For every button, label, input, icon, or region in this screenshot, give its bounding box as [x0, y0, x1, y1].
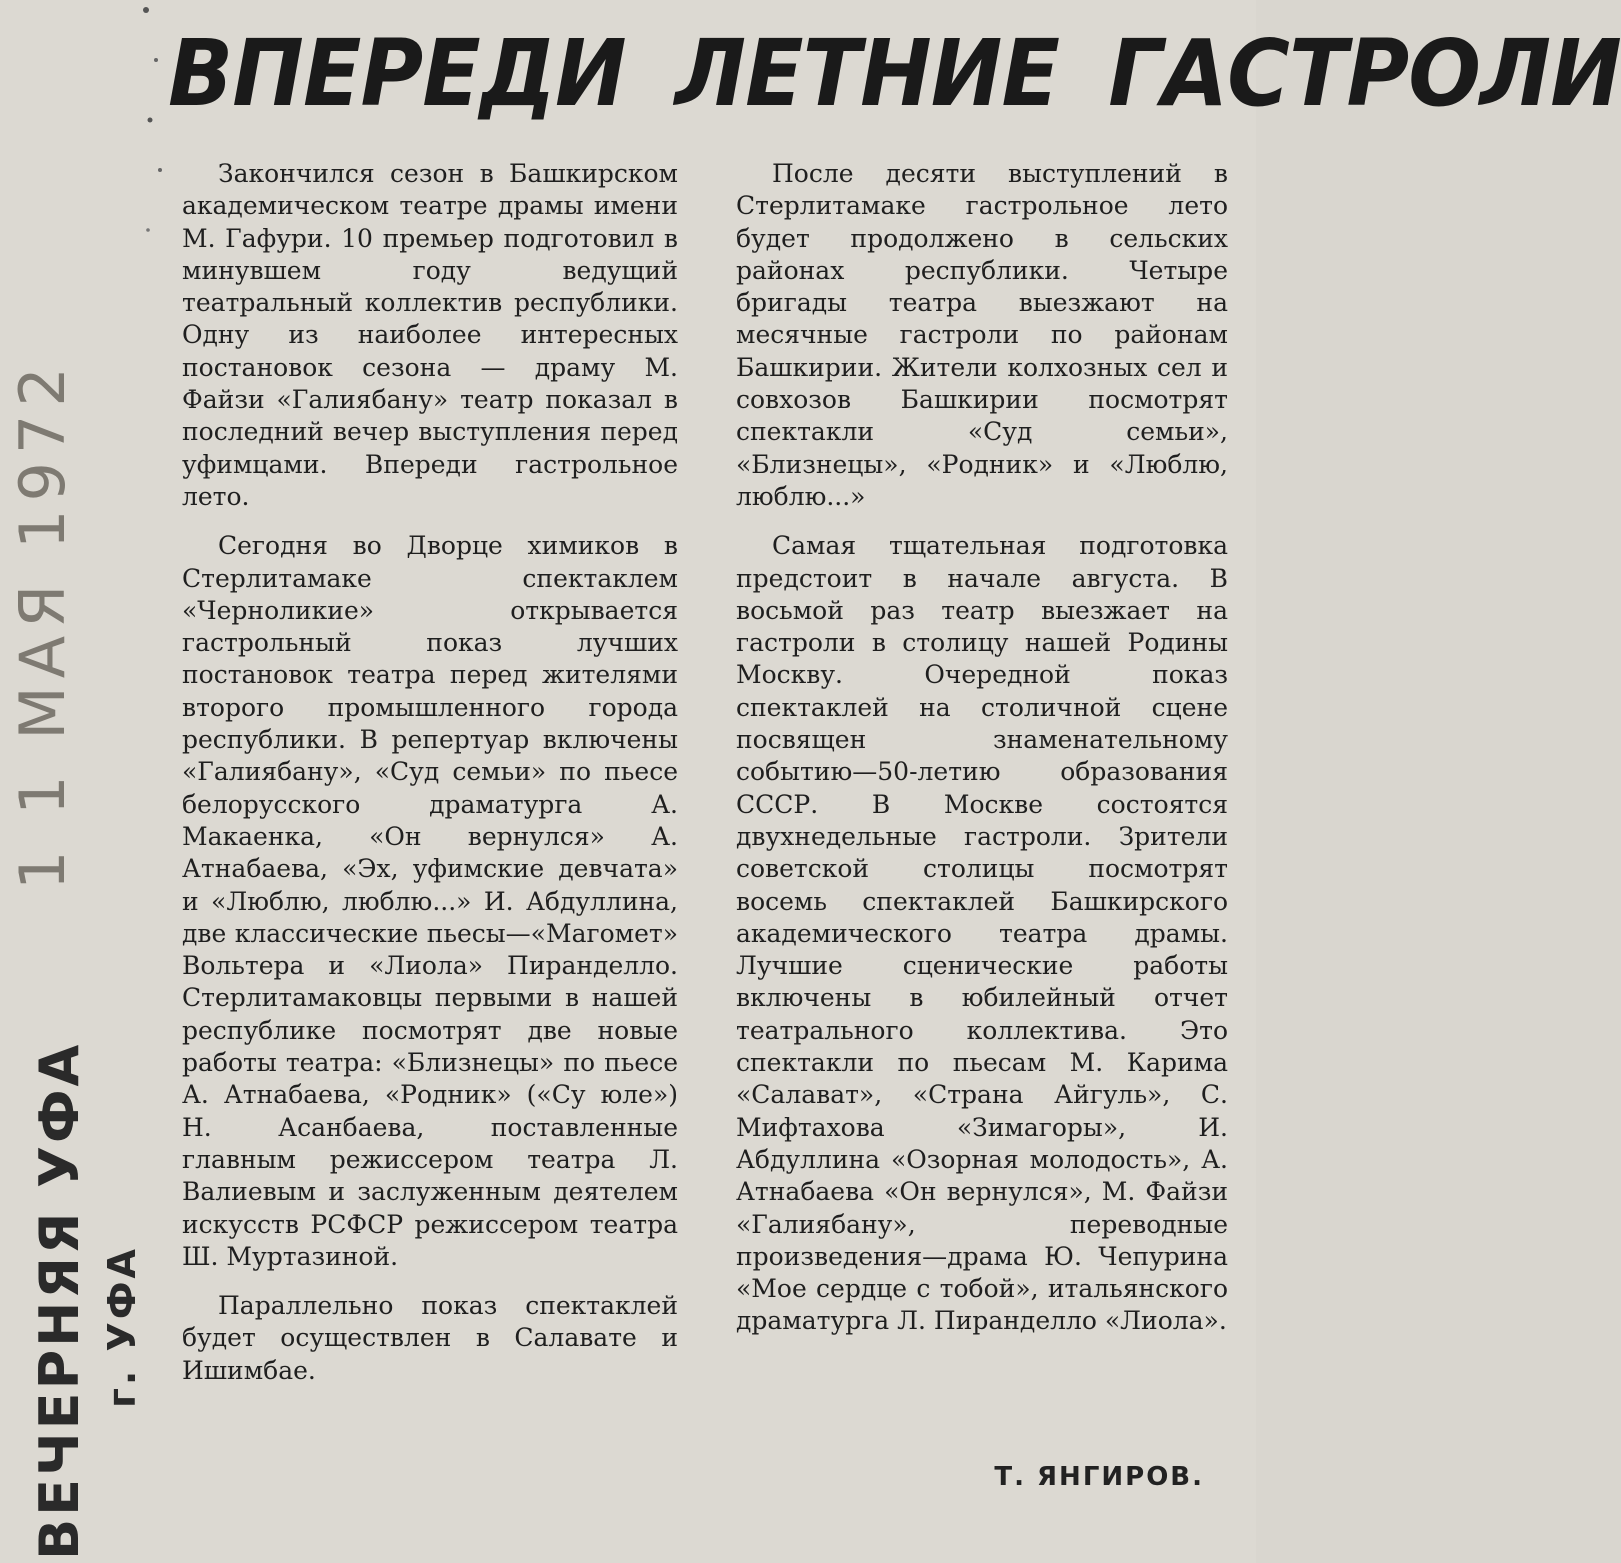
city-stamp: г. УФА: [100, 1246, 144, 1408]
author-signature: Т. ЯНГИРОВ.: [994, 1462, 1204, 1492]
article-paragraph: Закончился сезон в Башкирском академическом театре драмы имени М. Гафури. 10 премьер подготовил в минувшем году ведущий театральный коллектив республики. Одну из наиболее интересных постановок сезона — драму М. Файзи «Галиябану» театр показал в последний вечер выступления перед уфимцами. Впереди гастрольное лето.: [182, 159, 678, 511]
article-paragraph: Самая тщательная подготовка предстоит в начале августа. В восьмой раз театр выезжает на гастроли в столицу нашей Родины Москву. Очередной показ спектаклей на столичной сцене посвящен знаменательному событию—50-летию образования СССР. В Москве состоятся двухнедельные гастроли. Зрители советской столицы посмотрят восемь спектаклей Башкирского академического театра драмы. Лучшие сценические работы включены в юбилейный отчет театрального коллектива. Это спектакли по пьесам М. Карима «Салават», «Страна Айгуль», С. Мифтахова «Зимагоры», И. Абдуллина «Озорная молодость», А. Атнабаева «Он вернулся», М. Файзи «Галиябану», переводные произведения—драма Ю. Чепурина «Мое сердце с тобой», итальянского драматурга Л. Пиранделло «Лиола».: [736, 531, 1228, 1336]
article-paragraph: После десяти выступлений в Стерлитамаке гастрольное лето будет продолжено в сельских районах республики. Четыре бригады театра выезжают на месячные гастроли по районам Башкирии. Жители колхозных сел и совхозов Башкирии посмотрят спектакли «Суд семьи», «Близнецы», «Родник» и «Люблю, люблю...»: [736, 159, 1228, 511]
date-stamp: 1 1 МАЯ 1972: [6, 359, 79, 890]
newspaper-name-stamp: ВЕЧЕРНЯЯ УФА: [28, 1041, 91, 1560]
article-right-column: [736, 158, 1228, 1338]
article-headline: ВПЕРЕДИ ЛЕТНИЕ ГАСТРОЛИ: [168, 20, 1621, 127]
article-paragraph: Сегодня во Дворце химиков в Стерлитамаке спектаклем «Черноликие» открывается гастрольный показ лучших постановок театра перед жителями второго промышленного города республики. В репертуар включены «Галиябану», «Суд семьи» по пьесе белорусского драматурга А. Макаенка, «Он вернулся» А. Атнабаева, «Эх, уфимские девчата» и «Люблю, люблю...» И. Абдуллина, две классические пьесы—«Магомет» Вольтера и «Лиола» Пиранделло. Стерлитамаковцы первыми в нашей республике посмотрят две новые работы театра: «Близнецы» по пьесе А. Атнабаева, «Родник» («Су юле») Н. Асанбаева, поставленные главным режиссером театра Л. Валиевым и заслуженным деятелем искусств РСФСР режиссером театра Ш. Муртазиной.: [182, 531, 678, 1271]
article-left-column: [182, 158, 678, 1387]
article-paragraph: Параллельно показ спектаклей будет осуществлен в Салавате и Ишимбае.: [182, 1291, 678, 1385]
